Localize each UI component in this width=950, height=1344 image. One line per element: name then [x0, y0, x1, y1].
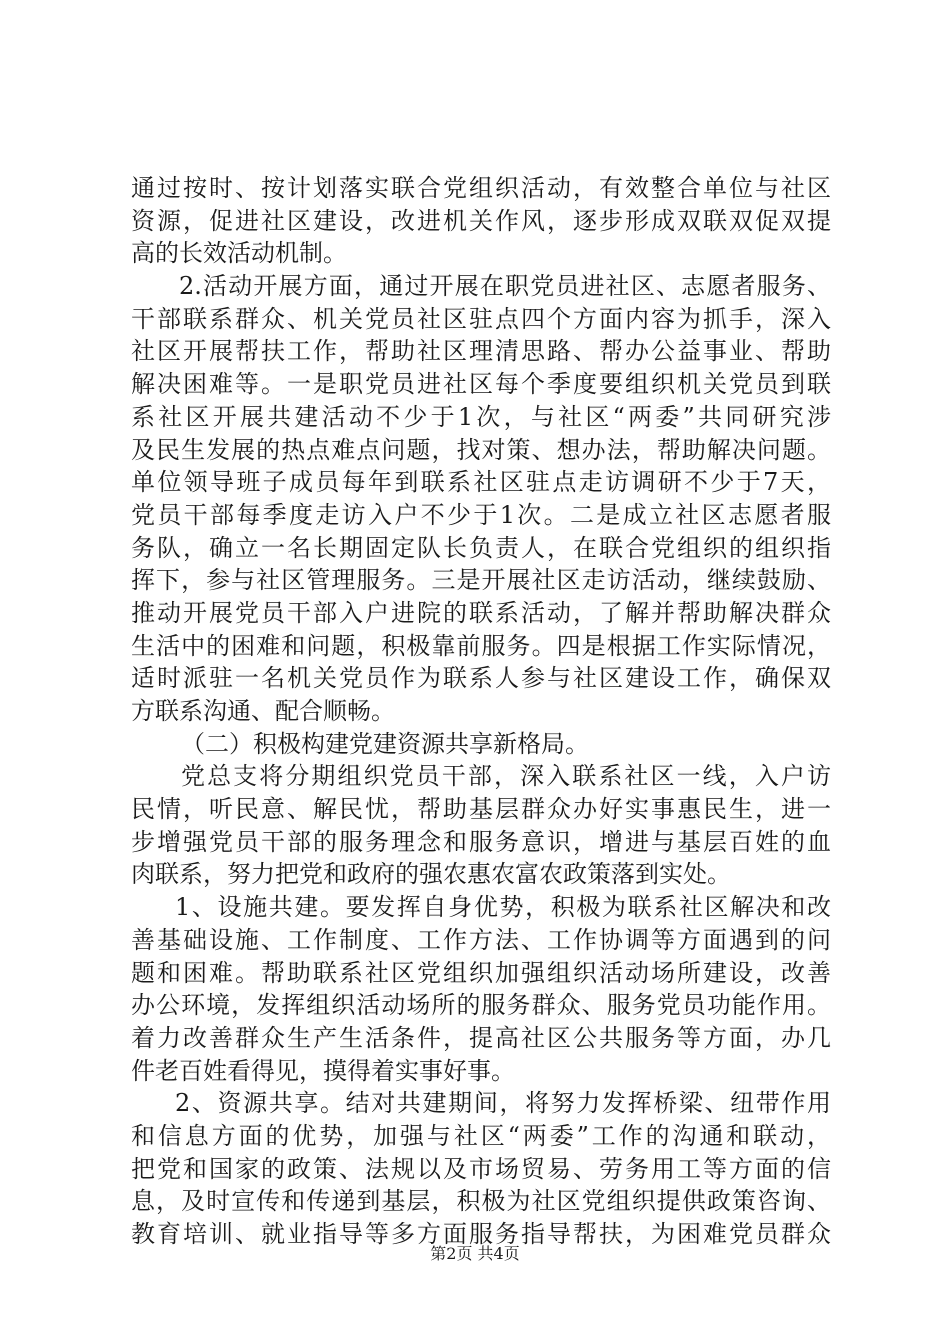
text-line: 推动开展党员干部入户进院的联系活动，了解并帮助解决群众	[131, 598, 831, 627]
text-line: 适时派驻一名机关党员作为联系人参与社区建设工作，确保双	[131, 664, 831, 693]
text-line: 党总支将分期组织党员干部，深入联系社区一线，入户访	[181, 762, 831, 791]
text-line: 挥下，参与社区管理服务。三是开展社区走访活动，继续鼓励、	[131, 566, 831, 595]
text-line: 解决困难等。一是职党员进社区每个季度要组织机关党员到联	[131, 370, 831, 399]
text-line: 息，及时宣传和传递到基层，积极为社区党组织提供政策咨询、	[131, 1187, 831, 1216]
text-line: 民情，听民意、解民忧，帮助基层群众办好实事惠民生，进一	[131, 795, 831, 824]
text-line: 系社区开展共建活动不少于1次，与社区“两委”共同研究涉	[131, 402, 831, 431]
text-line: 务队，确立一名长期固定队长负责人，在联合党组织的组织指	[131, 533, 831, 562]
text-line: 干部联系群众、机关党员社区驻点四个方面内容为抓手，深入	[131, 304, 831, 333]
text-line: 高的长效活动机制。	[131, 239, 347, 268]
text-line: 题和困难。帮助联系社区党组织加强组织活动场所建设，改善	[131, 958, 831, 987]
text-line: 生活中的困难和问题，积极靠前服务。四是根据工作实际情况，	[131, 631, 831, 660]
text-line: 步增强党员干部的服务理念和服务意识，增进与基层百姓的血	[131, 827, 831, 856]
text-line: 肉联系，努力把党和政府的强农惠农富农政策落到实处。	[131, 860, 731, 889]
text-line: 2、资源共享。结对共建期间，将努力发挥桥梁、纽带作用	[175, 1089, 831, 1118]
text-line: 方联系沟通、配合顺畅。	[131, 697, 395, 725]
text-line: 把党和国家的政策、法规以及市场贸易、劳务用工等方面的信	[131, 1154, 831, 1183]
document-body	[131, 172, 831, 1251]
text-line: 着力改善群众生产生活条件，提高社区公共服务等方面，办几	[131, 1023, 831, 1052]
text-line: 资源，促进社区建设，改进机关作风，逐步形成双联双促双提	[131, 206, 831, 235]
text-line: 和信息方面的优势，加强与社区“两委”工作的沟通和联动，	[131, 1121, 831, 1150]
text-line: 通过按时、按计划落实联合党组织活动，有效整合单位与社区	[131, 174, 831, 202]
text-line: 件老百姓看得见，摸得着实事好事。	[131, 1056, 515, 1085]
text-line: 1、设施共建。要发挥自身优势，积极为联系社区解决和改	[175, 893, 831, 922]
text-line: 社区开展帮扶工作，帮助社区理清思路、帮办公益事业、帮助	[131, 337, 831, 366]
text-line: 善基础设施、工作制度、工作方法、工作协调等方面遇到的问	[131, 925, 831, 954]
page-number-footer: 第2页 共4页	[430, 1244, 520, 1263]
text-line: 教育培训、就业指导等多方面服务指导帮扶，为困难党员群众	[131, 1220, 831, 1248]
text-line: 党员干部每季度走访入户不少于1次。二是成立社区志愿者服	[131, 500, 831, 529]
section-heading: （二）积极构建党建资源共享新格局。	[181, 729, 589, 758]
text-line: 2.活动开展方面，通过开展在职党员进社区、志愿者服务、	[179, 272, 831, 301]
text-line: 办公环境，发挥组织活动场所的服务群众、服务党员功能作用。	[131, 991, 831, 1020]
text-line: 及民生发展的热点难点问题，找对策、想办法，帮助解决问题。	[131, 435, 831, 464]
text-line: 单位领导班子成员每年到联系社区驻点走访调研不少于7天，	[131, 468, 831, 497]
